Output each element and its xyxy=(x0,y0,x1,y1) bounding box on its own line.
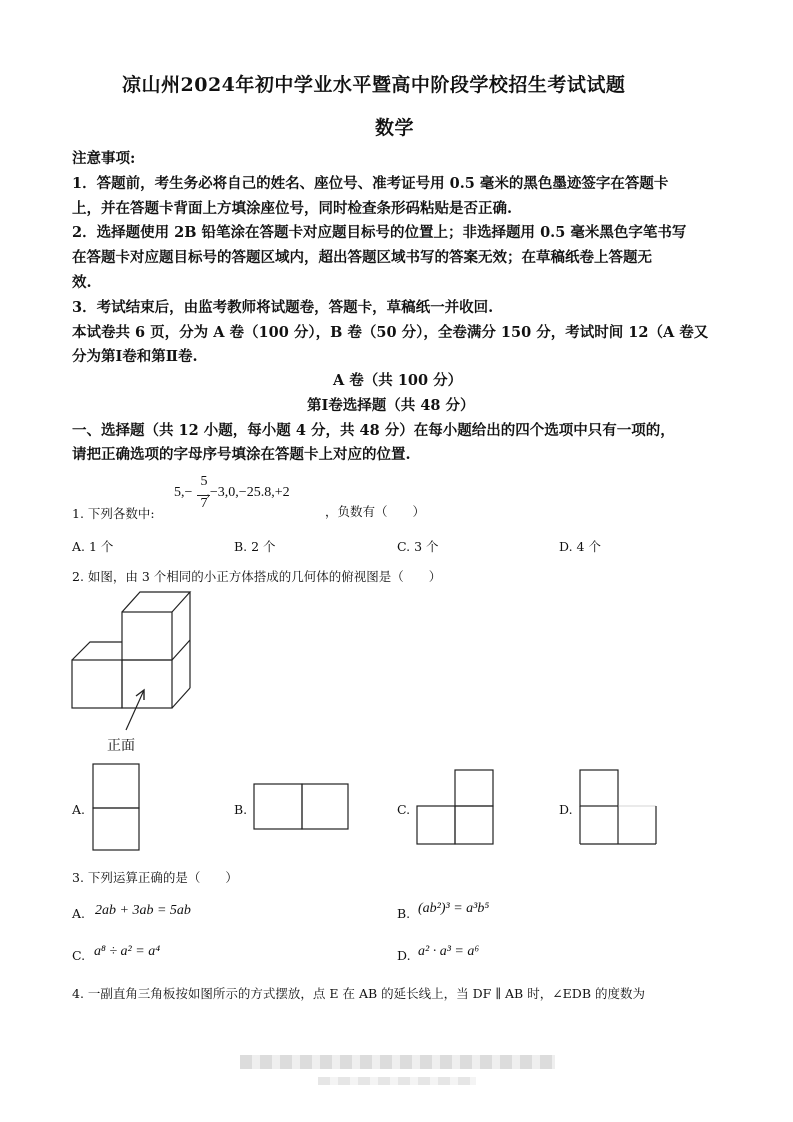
q1-expression xyxy=(174,485,290,501)
section-a-title: A 卷（共 100 分） xyxy=(333,372,463,389)
notice-heading: 注意事项: xyxy=(72,150,136,167)
section-instructions: 请把正确选项的字母序号填涂在答题卡上对应的位置. xyxy=(72,446,411,463)
q2-option-d[interactable]: D. xyxy=(559,802,573,817)
notice-line: 上，并在答题卡背面上方填涂座位号，同时检查条形码粘贴是否正确. xyxy=(72,200,513,217)
section-instructions: 一、选择题（共 12 小题，每小题 4 分，共 48 分）在每小题给出的四个选项中只有一项的， xyxy=(72,422,675,439)
q3-option-d-expr[interactable]: a² · a³ = a⁶ xyxy=(418,944,480,959)
footer-watermark xyxy=(318,1077,476,1085)
footer-watermark xyxy=(240,1055,555,1069)
q1-frac-denominator: 7 xyxy=(200,496,208,511)
q3-option-a-expr[interactable]: 2ab + 3ab = 5ab xyxy=(95,903,191,918)
q1-stem: 1. 下列各数中: xyxy=(72,506,155,521)
q2-option-d-figure[interactable] xyxy=(578,768,660,848)
q2-front-label: 正面 xyxy=(107,738,135,754)
subject-title: 数学 xyxy=(375,117,415,139)
notice-line: 效. xyxy=(72,274,92,291)
q1-option-b[interactable]: B. 2 个 xyxy=(234,539,276,554)
q3-option-c-expr[interactable]: a⁸ ÷ a² = a⁴ xyxy=(94,944,161,959)
q1-option-c[interactable]: C. 3 个 xyxy=(397,539,439,554)
part1-title: 第Ⅰ卷选择题（共 48 分） xyxy=(307,397,475,414)
q1-expr-end: ,−3,0,−25.8,+2 xyxy=(206,485,290,500)
q3-option-c-label[interactable]: C. xyxy=(72,948,86,963)
q2-option-b-figure[interactable] xyxy=(252,782,352,832)
q1-tail: ，负数有（ ） xyxy=(325,504,426,519)
q3-option-a-label[interactable]: A. xyxy=(72,906,86,921)
q2-option-c[interactable]: C. xyxy=(397,802,411,817)
q2-option-a-figure[interactable] xyxy=(91,762,143,854)
notice-line: 在答题卡对应题目标号的答题区域内，超出答题区域书写的答案无效；在草稿纸卷上答题无 xyxy=(72,249,652,266)
q2-option-b[interactable]: B. xyxy=(234,802,248,817)
q1-option-a[interactable]: A. 1 个 xyxy=(72,539,114,554)
q3-option-d-label[interactable]: D. xyxy=(397,948,411,963)
q4-stem: 4. 一副直角三角板按如图所示的方式摆放，点 E 在 AB 的延长线上，当 DF ∥ AB 时，∠EDB 的度数为 xyxy=(72,986,645,1001)
q3-option-b-expr[interactable]: (ab²)³ = a³b⁵ xyxy=(418,901,490,916)
page-title: 凉山州2024年初中学业水平暨高中阶段学校招生考试试题 xyxy=(122,74,626,96)
notice-line: 本试卷共 6 页，分为 A 卷（100 分），B 卷（50 分），全卷满分 150 分，考试时间 12（A 卷又 xyxy=(72,324,709,341)
q2-cube-figure xyxy=(70,590,210,740)
notice-line: 1．答题前，考生务必将自己的姓名、座位号、准考证号用 0.5 毫米的黑色墨迹签字在答题卡 xyxy=(72,175,669,192)
q1-option-d[interactable]: D. 4 个 xyxy=(559,539,601,554)
q2-option-a[interactable]: A. xyxy=(72,802,86,817)
notice-line: 3．考试结束后，由监考教师将试题卷，答题卡，草稿纸一并收回. xyxy=(72,299,494,316)
notice-line: 分为第Ⅰ卷和第Ⅱ卷. xyxy=(72,348,198,365)
q1-frac-numerator: 5 xyxy=(200,474,208,489)
q3-option-b-label[interactable]: B. xyxy=(397,906,411,921)
q1-expr-start: 5,− xyxy=(174,485,193,500)
q3-stem: 3. 下列运算正确的是（ ） xyxy=(72,870,238,885)
q2-option-c-figure[interactable] xyxy=(415,768,497,848)
q2-stem: 2. 如图，由 3 个相同的小正方体搭成的几何体的俯视图是（ ） xyxy=(72,569,442,584)
notice-line: 2．选择题使用 2B 铅笔涂在答题卡对应题目标号的位置上；非选择题用 0.5 毫米黑色字笔书写 xyxy=(72,224,687,241)
